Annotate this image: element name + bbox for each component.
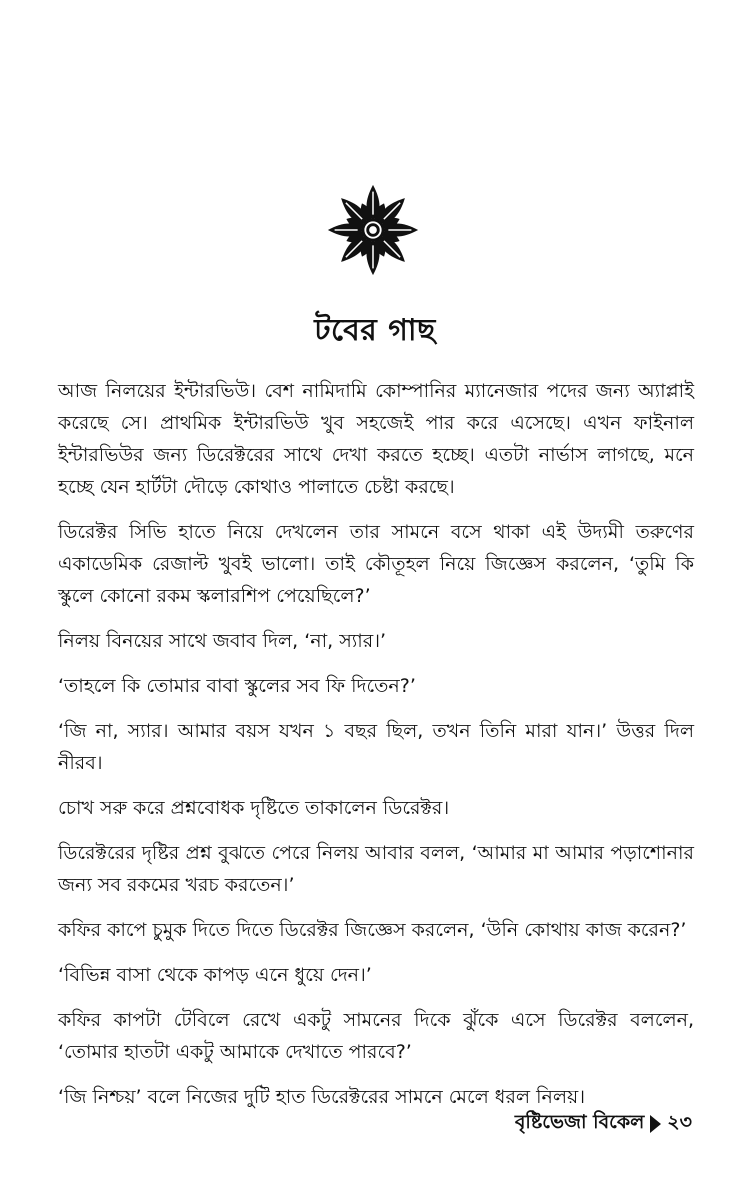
- chapter-body: [58, 375, 694, 1126]
- chapter-title: টবের গাছ: [314, 313, 436, 348]
- paragraph: কফির কাপটা টেবিলে রেখে একটু সামনের দিকে ঝুঁকে এসে ডিরেক্টর বললেন, ‘তোমার হাতটা একটু আমাকে দেখাতে পারবে?’: [58, 1009, 694, 1063]
- paragraph: ডিরেক্টর সিভি হাতে নিয়ে দেখলেন তার সামনে বসে থাকা এই উদ্যমী তরুণের একাডেমিক রেজাল্ট খুবই ভালো। তাই কৌতূহল নিয়ে জিজ্ঞেস করলেন, ‘তুমি কি স্কুলে কোনো রকম স্কলারশিপ পেয়েছিলে?’: [58, 521, 694, 607]
- page-number: ২৩: [667, 1111, 692, 1133]
- paragraph: চোখ সরু করে প্রশ্নবোধক দৃষ্টিতে তাকালেন ডিরেক্টর।: [58, 797, 450, 819]
- paragraph: ‘জি না, স্যার। আমার বয়স যখন ১ বছর ছিল, তখন তিনি মারা যান।’ উত্তর দিল নীরব।: [58, 720, 694, 774]
- paragraph: আজ নিলয়ের ইন্টারভিউ। বেশ নামিদামি কোম্পানির ম্যানেজার পদের জন্য অ্যাপ্লাই করেছে সে। প্রাথমিক ইন্টারভিউ খুব সহজেই পার করে এসেছে। এখন ফাইনাল ইন্টারভিউর জন্য ডিরেক্টরের সাথে দেখা করতে হচ্ছে। এতটা নার্ভাস লাগছে, মনে হচ্ছে যেন হার্টটা দৌড়ে কোথাও পালাতে চেষ্টা করছে।: [58, 380, 694, 498]
- paragraph: ‘জি নিশ্চয়’ বলে নিজের দুটি হাত ডিরেক্টরের সামনে মেলে ধরল নিলয়।: [58, 1086, 586, 1108]
- play-arrow-icon: [650, 1115, 661, 1133]
- page-footer: [515, 1108, 692, 1140]
- paragraph: নিলয় বিনয়ের সাথে জবাব দিল, ‘না, স্যার।’: [58, 630, 387, 652]
- paragraph: ‘তাহলে কি তোমার বাবা স্কুলের সব ফি দিতেন?’: [58, 675, 416, 697]
- paragraph: কফির কাপে চুমুক দিতে দিতে ডিরেক্টর জিজ্ঞেস করলেন, ‘উনি কোথায় কাজ করেন?’: [58, 919, 687, 941]
- paragraph: ‘বিভিন্ন বাসা থেকে কাপড় এনে ধুয়ে দেন।’: [58, 964, 372, 986]
- running-book-title: বৃষ্টিভেজা বিকেল: [514, 1111, 645, 1133]
- lotus-flower-icon: [325, 182, 421, 278]
- paragraph: ডিরেক্টরের দৃষ্টির প্রশ্ন বুঝতে পেরে নিলয় আবার বলল, ‘আমার মা আমার পড়াশোনার জন্য সব রকমের খরচ করতেন।’: [58, 842, 694, 896]
